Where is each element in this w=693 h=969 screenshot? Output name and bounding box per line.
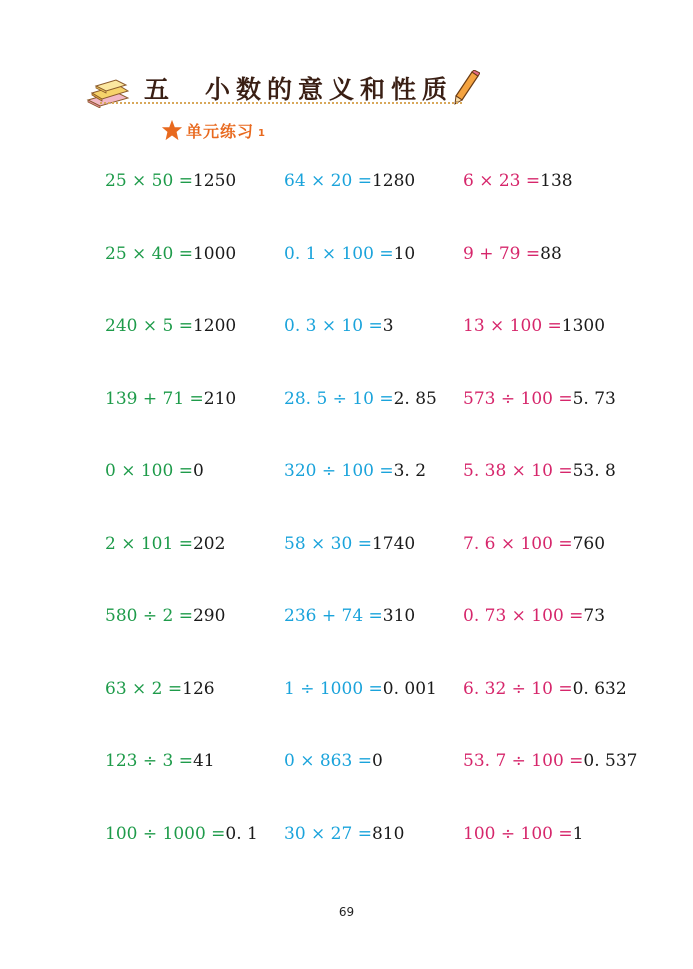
exercise-item	[284, 311, 394, 341]
exercise-row	[0, 166, 693, 196]
exercise-expression: 0. 3 × 10 =	[284, 316, 383, 336]
exercise-answer: 810	[371, 823, 405, 844]
exercise-answer: 3. 2	[393, 461, 427, 481]
exercise-row	[0, 746, 693, 776]
exercise-answer: 0. 537	[583, 751, 638, 771]
exercise-item	[463, 674, 627, 704]
section-number: 1	[258, 127, 265, 139]
exercise-row	[0, 819, 693, 849]
exercise-expression: 25 × 40 =	[105, 243, 193, 264]
exercise-answer: 10	[393, 243, 416, 264]
exercise-expression: 320 ÷ 100 =	[284, 461, 394, 481]
exercise-answer: 5. 73	[572, 388, 616, 409]
exercise-row	[0, 239, 693, 269]
exercise-item	[105, 166, 236, 196]
exercise-answer: 0. 1	[225, 823, 258, 844]
exercise-expression: 9 + 79 =	[463, 243, 541, 264]
exercise-row	[0, 456, 693, 486]
exercise-expression: 100 ÷ 100 =	[463, 823, 573, 844]
exercise-answer: 0	[192, 461, 204, 481]
section-title: 单元练习	[186, 121, 255, 141]
chapter-number: 五	[144, 75, 171, 104]
exercise-expression: 6. 32 ÷ 10 =	[463, 678, 573, 699]
exercise-item	[284, 456, 426, 486]
exercise-expression: 63 × 2 =	[105, 678, 183, 699]
exercise-answer: 1300	[561, 316, 606, 336]
exercise-answer: 126	[182, 678, 215, 699]
exercise-item	[105, 311, 236, 341]
exercise-expression: 13 × 100 =	[463, 316, 562, 336]
exercise-answer: 202	[192, 533, 226, 554]
exercise-expression: 2 × 101 =	[105, 533, 193, 554]
exercise-answer: 1280	[371, 171, 416, 191]
exercise-item	[105, 746, 215, 776]
exercise-expression: 0 × 100 =	[105, 461, 193, 481]
chapter-title: 小数的意义和性质	[205, 75, 454, 104]
exercise-item	[105, 529, 225, 559]
exercise-expression: 53. 7 ÷ 100 =	[463, 751, 584, 771]
exercise-item	[105, 239, 236, 269]
exercise-answer: 310	[382, 606, 416, 626]
exercise-expression: 5. 38 × 10 =	[463, 461, 573, 481]
exercise-expression: 1 ÷ 1000 =	[284, 678, 383, 699]
exercise-item	[105, 384, 236, 414]
exercise-answer: 3	[382, 316, 394, 336]
page-number: 69	[338, 905, 355, 919]
exercise-item	[284, 601, 415, 631]
exercise-expression: 6 × 23 =	[463, 171, 541, 191]
exercise-item	[284, 166, 415, 196]
exercise-row	[0, 311, 693, 341]
exercise-expression: 580 ÷ 2 =	[105, 606, 193, 626]
exercise-item	[284, 819, 404, 849]
exercise-answer: 0. 001	[382, 678, 437, 699]
exercise-item	[463, 384, 616, 414]
exercise-answer: 1200	[192, 316, 237, 336]
exercise-answer: 0. 632	[572, 678, 627, 699]
exercise-item	[463, 601, 605, 631]
exercise-expression: 64 × 20 =	[284, 171, 372, 191]
exercise-item	[105, 456, 204, 486]
exercise-expression: 240 × 5 =	[105, 316, 193, 336]
exercise-answer: 73	[583, 606, 606, 626]
exercise-expression: 0. 73 × 100 =	[463, 606, 584, 626]
exercise-item	[463, 311, 605, 341]
exercise-expression: 139 + 71 =	[105, 388, 204, 409]
exercise-item	[105, 601, 225, 631]
exercise-item	[463, 819, 583, 849]
exercise-row	[0, 529, 693, 559]
exercise-expression: 7. 6 × 100 =	[463, 533, 573, 554]
exercise-expression: 58 × 30 =	[284, 533, 372, 554]
exercise-expression: 0 × 863 =	[284, 751, 372, 771]
exercise-answer: 88	[540, 243, 562, 264]
exercise-answer: 1000	[192, 243, 237, 264]
exercise-expression: 100 ÷ 1000 =	[105, 823, 226, 844]
exercise-answer: 138	[540, 171, 573, 191]
exercise-expression: 25 × 50 =	[105, 171, 193, 191]
exercise-item	[463, 529, 605, 559]
exercise-expression: 28. 5 ÷ 10 =	[284, 388, 394, 409]
exercise-item	[284, 384, 437, 414]
exercise-row	[0, 674, 693, 704]
exercise-item	[284, 529, 415, 559]
exercise-answer: 0	[371, 751, 383, 771]
exercise-row	[0, 384, 693, 414]
exercise-item	[463, 239, 562, 269]
exercise-item	[284, 239, 415, 269]
exercise-item	[463, 746, 637, 776]
exercise-answer: 1	[572, 823, 584, 844]
exercise-answer: 53. 8	[572, 461, 616, 481]
exercise-answer: 760	[572, 533, 606, 554]
exercise-answer: 1740	[371, 533, 416, 554]
exercise-item	[284, 674, 437, 704]
exercise-answer: 41	[192, 751, 215, 771]
exercise-item	[284, 746, 383, 776]
exercise-answer: 290	[192, 606, 226, 626]
exercise-item	[105, 674, 215, 704]
exercise-item	[105, 819, 258, 849]
exercise-expression: 123 ÷ 3 =	[105, 751, 193, 771]
exercise-item	[463, 166, 573, 196]
exercise-item	[463, 456, 616, 486]
exercise-expression: 236 + 74 =	[284, 606, 383, 626]
exercise-answer: 210	[203, 388, 237, 409]
exercise-expression: 573 ÷ 100 =	[463, 388, 573, 409]
exercise-expression: 30 × 27 =	[284, 823, 372, 844]
exercise-row	[0, 601, 693, 631]
exercise-answer: 1250	[192, 171, 237, 191]
exercise-answer: 2. 85	[393, 388, 437, 409]
exercise-expression: 0. 1 × 100 =	[284, 243, 394, 264]
